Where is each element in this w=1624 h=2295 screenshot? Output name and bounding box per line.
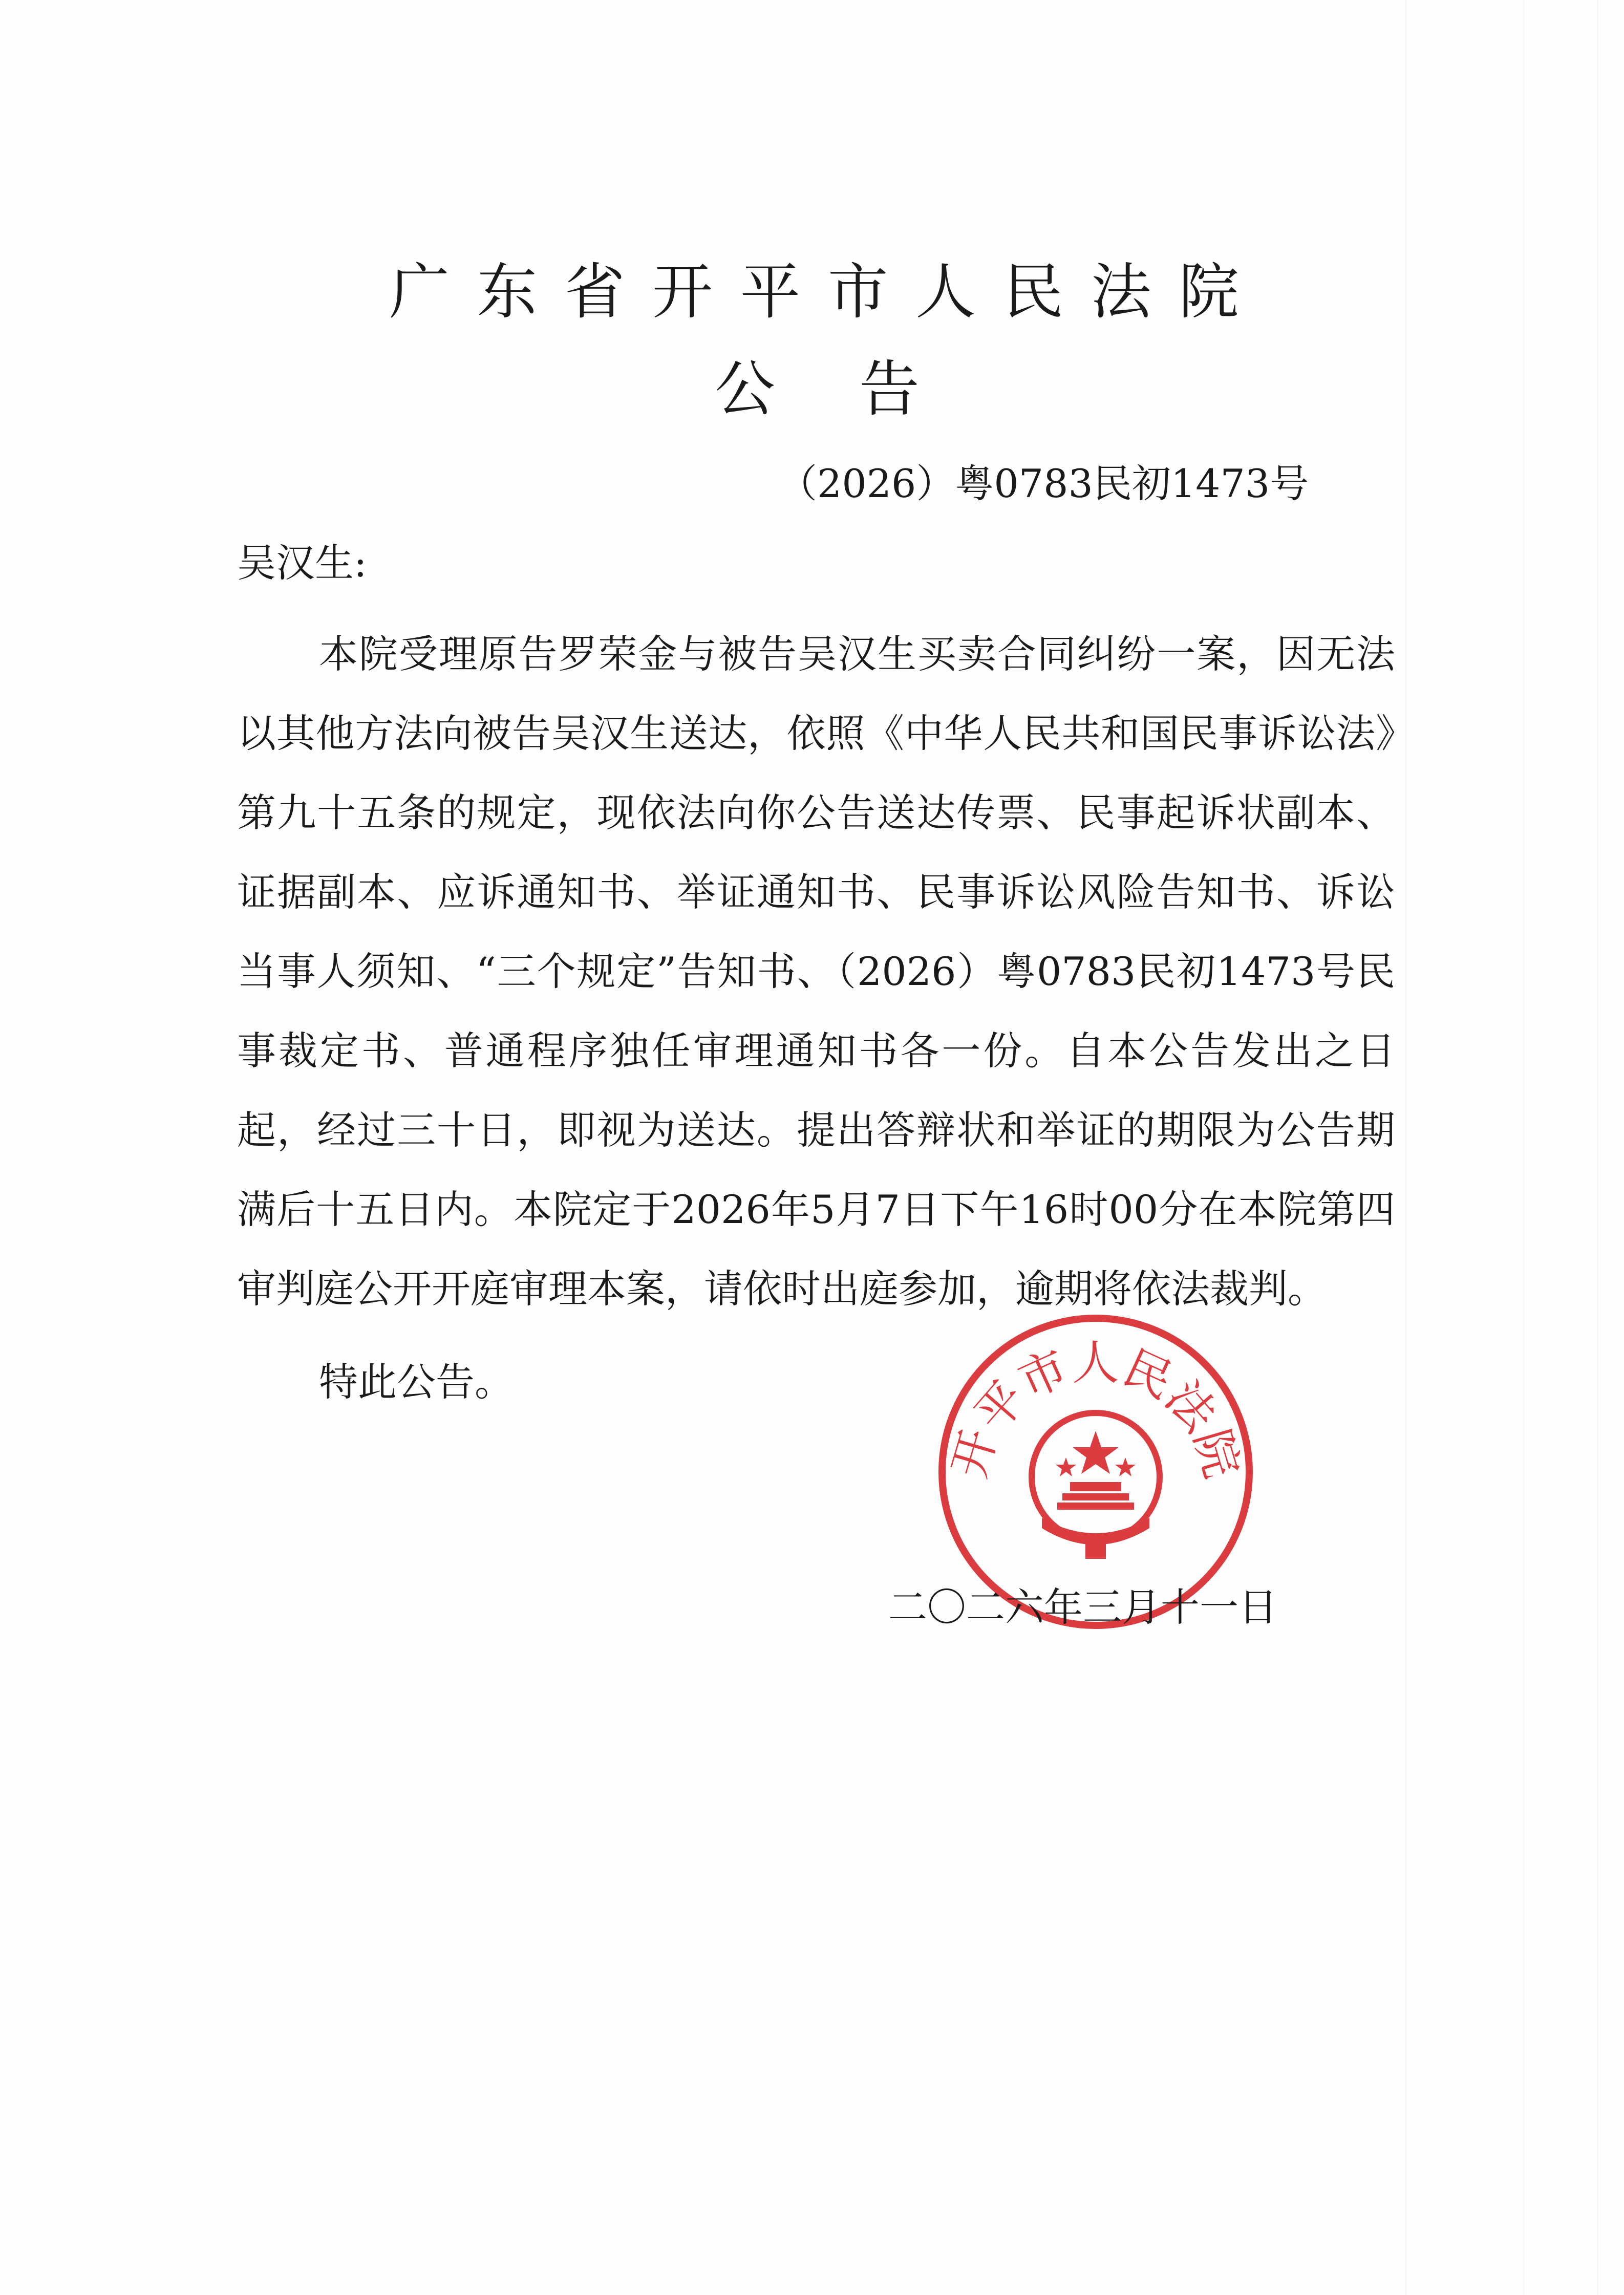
issue-date: 二〇二六年三月十一日 (888, 1584, 1277, 1630)
case-number: （2026）粤0783民初1473号 (778, 461, 1309, 506)
notice-body: 本院受理原告罗荣金与被告吴汉生买卖合同纠纷一案，因无法以其他方法向被告吴汉生送达，依照《中华人民共和国民事诉讼法》第九十五条的规定，现依法向你公告送达传票、民事起诉状副本、证据副本、应诉通知书、举证通知书、民事诉讼风险告知书、诉讼当事人须知、“三个规定”告知书、（2026）粤0783民初1473号民事裁定书、普通程序独任审理通知书各一份。自本公告发出之日起，经过三十日，即视为送达。提出答辩状和举证的期限为公告期满后十五日内。本院定于2026年5月7日下午16时00分在本院第四审判庭公开开庭审理本案，请依时出庭参加，逾期将依法裁判。 (237, 631, 1395, 1312)
scan-line (1405, 0, 1406, 2295)
court-name-heading: 广东省开平市人民法院 (389, 256, 1239, 327)
addressee: 吴汉生: (237, 540, 367, 586)
seal-text: 开平市人民法院 (942, 1335, 1250, 1484)
scan-line (1597, 0, 1598, 2295)
scan-line (1523, 0, 1524, 2295)
national-emblem-icon (1032, 1413, 1160, 1559)
closing-line: 特此公告。 (319, 1359, 514, 1405)
notice-heading: 公告 (715, 354, 920, 424)
